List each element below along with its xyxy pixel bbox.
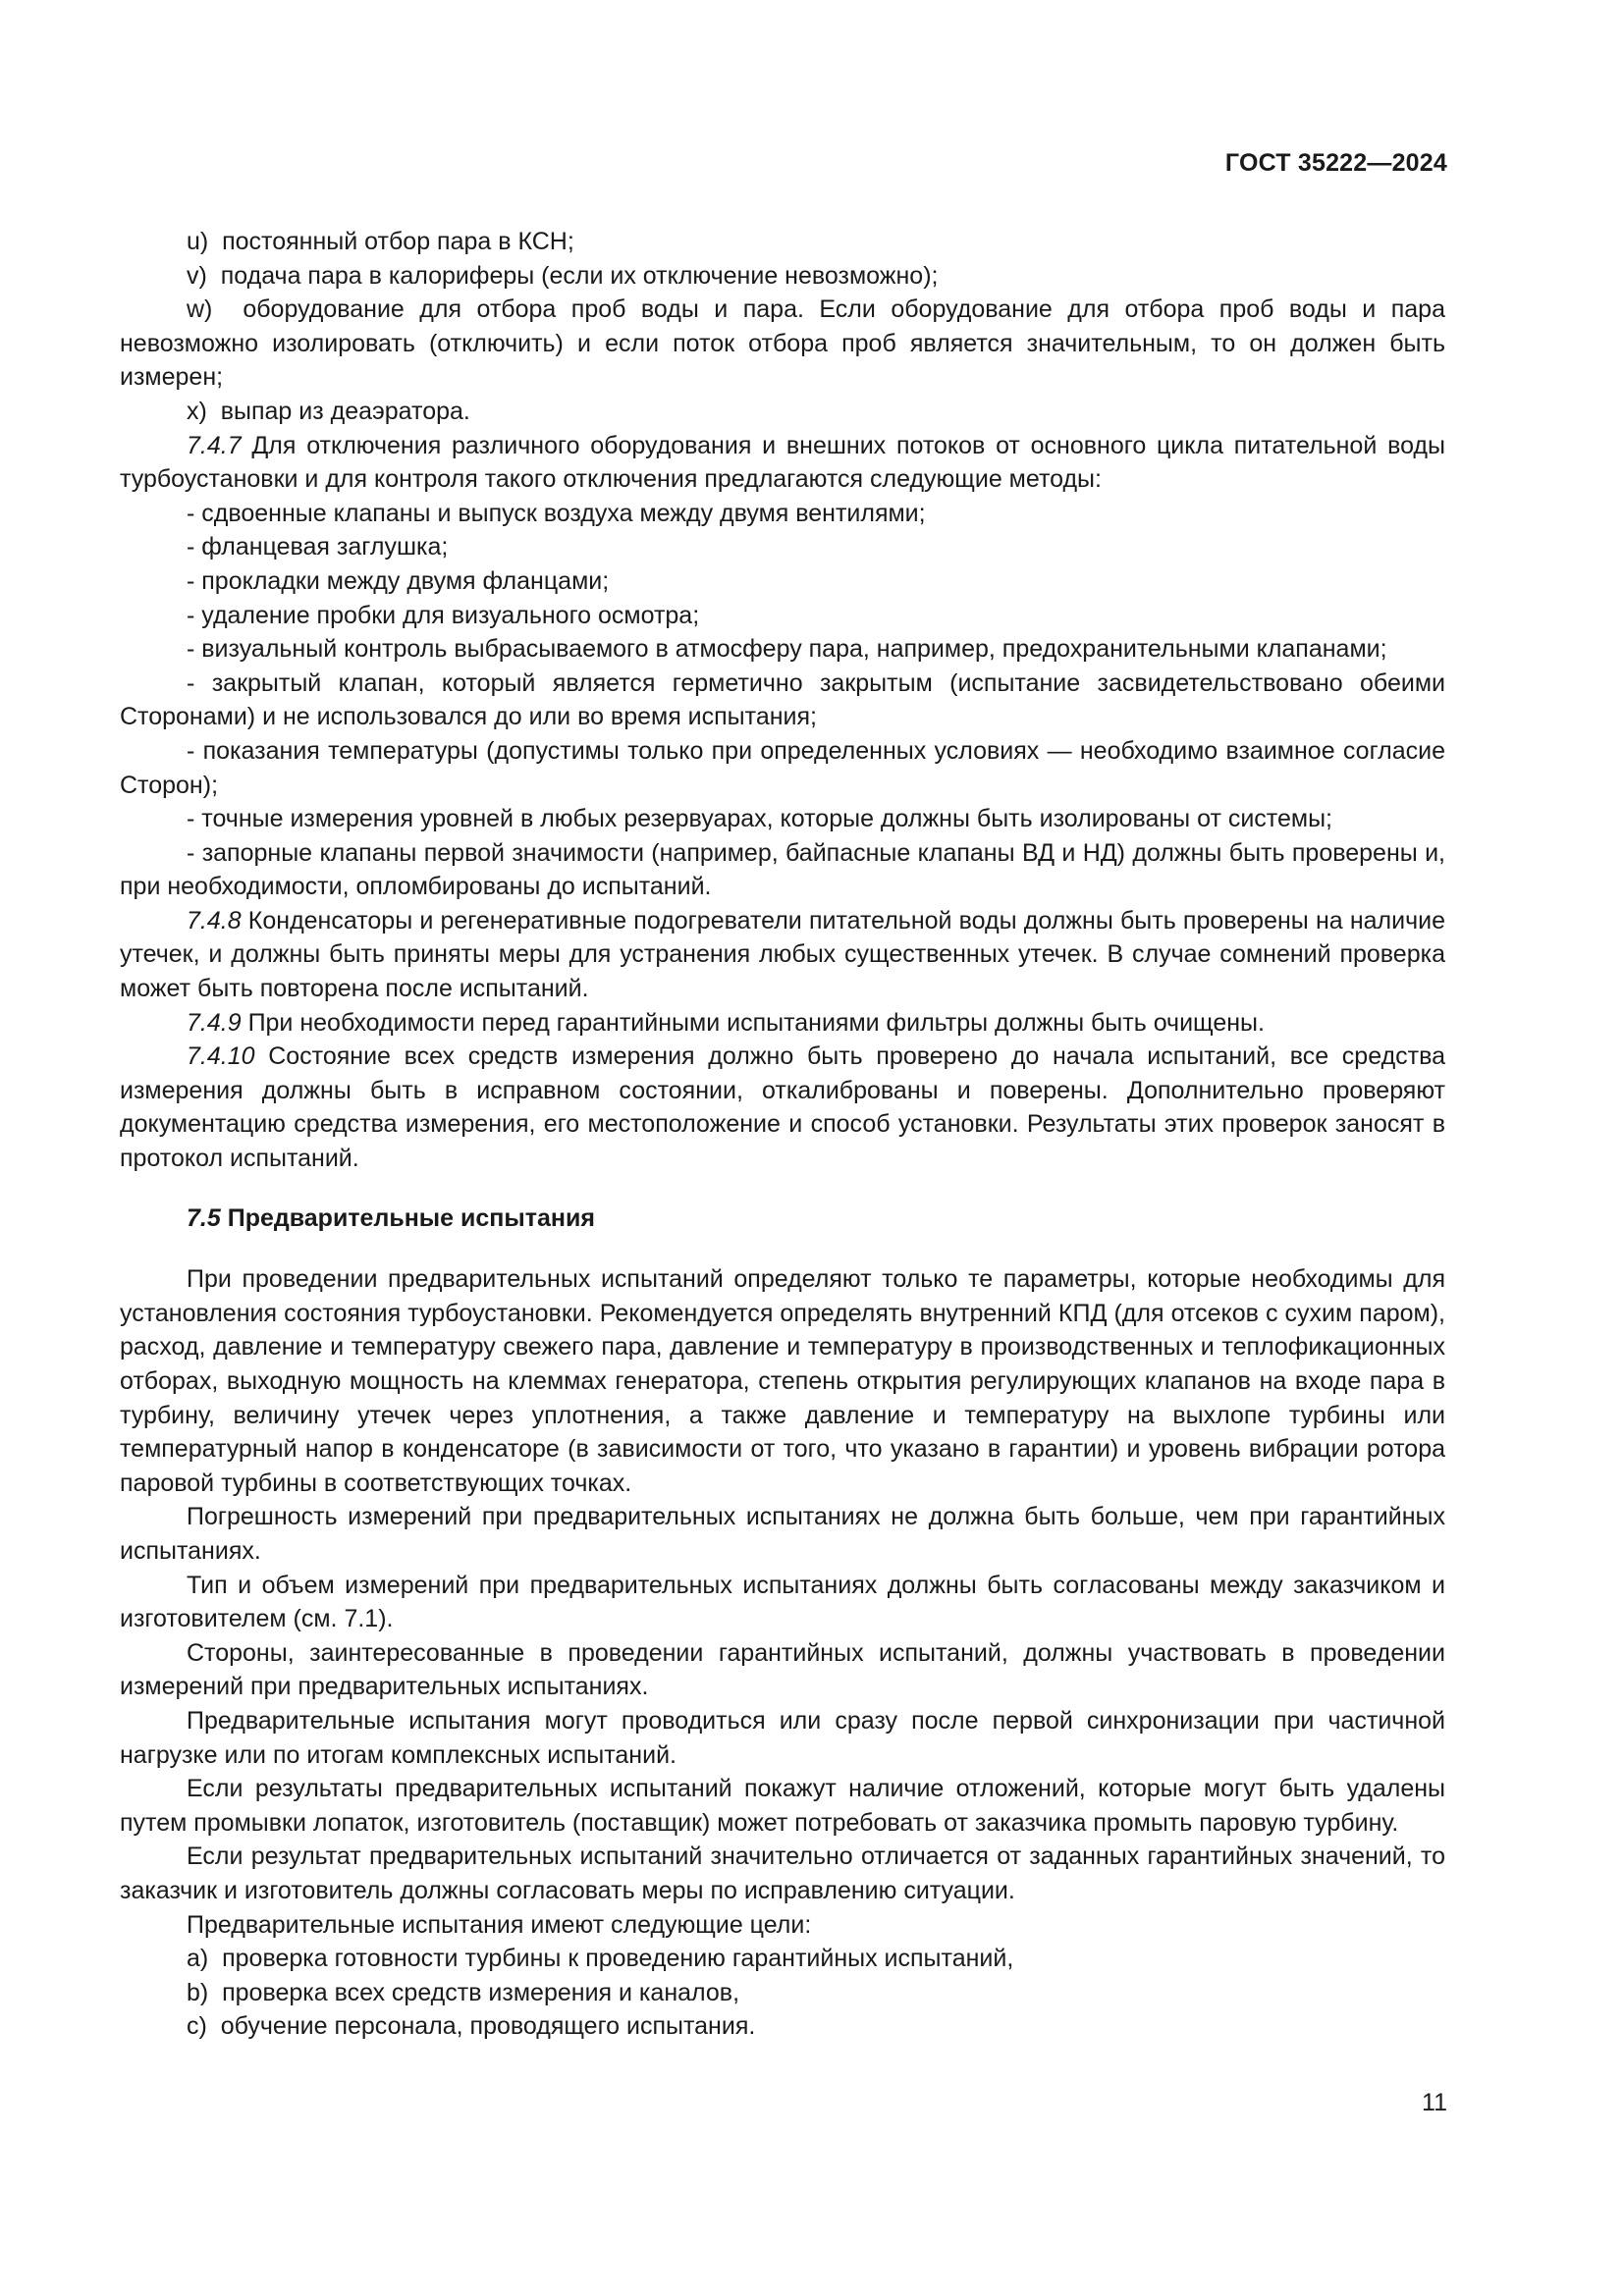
section-title: Предварительные испытания [227,1203,595,1232]
method-item: - сдвоенные клапаны и выпуск воздуха между двумя вентилями; [187,499,926,527]
clause-number: 7.4.10 [187,1042,255,1071]
section-paragraph: Если результат предварительных испытаний значительно отличается от заданных гарантийных значений, то заказчик и изготовитель должны согласовать меры по исправлению ситуации. [120,1842,1445,1904]
method-item: - фланцевая заглушка; [187,533,449,561]
clause-7-4-8 [120,904,1445,1006]
method-item: - показания температуры (допустимы только при определенных условиях — необходимо взаимное согласие Сторон); [120,736,1445,799]
clause-number: 7.4.8 [187,906,242,934]
goal-item-a: a) проверка готовности турбины к проведению гарантийных испытаний, [187,1945,1014,1973]
method-item: - точные измерения уровней в любых резервуарах, которые должны быть изолированы от системы; [187,805,1332,833]
list-item-w: w) оборудование для отбора проб воды и пара. Если оборудование для отбора проб воды и пара невозможно изолировать (отключить) и если поток отбора проб является значительным, то он должен быть измерен; [120,295,1445,392]
list-item-x: x) выпар из деаэратора. [187,397,470,425]
section-heading-7-5 [120,1201,1445,1236]
page-number: 11 [1422,2089,1447,2116]
section-paragraph: Предварительные испытания могут проводиться или сразу после первой синхронизации при частичной нагрузке или по итогам комплексных испытаний. [120,1706,1445,1769]
section-paragraph: Предварительные испытания имеют следующие цели: [187,1910,812,1939]
list-item-v: v) подача пара в калориферы (если их отключение невозможно); [187,261,939,290]
document-body [120,225,1445,2044]
method-item: - закрытый клапан, который является герметично закрытым (испытание засвидетельствовано обеими Сторонами) и не использовался до или во время испытания; [120,668,1445,731]
method-item: - запорные клапаны первой значимости (например, байпасные клапаны ВД и НД) должны быть проверены и, при необходимости, опломбированы до испытаний. [120,838,1445,901]
method-item: - удаление пробки для визуального осмотра; [187,601,700,629]
clause-7-4-9 [120,1006,1445,1041]
section-paragraph: Тип и объем измерений при предварительных испытаниях должны быть согласованы между заказчиком и изготовителем (см. 7.1). [120,1571,1445,1633]
clause-number: 7.4.9 [187,1008,242,1037]
clause-7-4-10 [120,1040,1445,1175]
list-item-u: u) постоянный отбор пара в КСН; [187,228,574,255]
clause-text: Состояние всех средств измерения должно быть проверено до начала испытаний, все средства измерения должны быть в исправном состоянии, откалиброваны и поверены. Дополнительно проверяют документацию средства измерения, его местоположение и способ установки. Результаты этих проверок заносят в протокол испытаний. [120,1042,1446,1173]
clause-7-4-7 [120,429,1445,497]
document-code-header: ГОСТ 35222—2024 [1224,149,1447,177]
clause-text: Для отключения различного оборудования и внешних потоков от основного цикла питательной воды турбоустановки и для контроля такого отключения предлагаются следующие методы: [120,431,1445,494]
clause-number: 7.4.7 [187,431,242,459]
section-paragraph: При проведении предварительных испытаний определяют только те параметры, которые необходимы для установления состояния турбоустановки. Рекомендуется определять внутренний КПД (для отсеков с сухим паром), расход, давление и температуру свежего пара, давление и температуру в производственных и теплофикационных отборах, выходную мощность на клеммах генератора, степень открытия регулирующих клапанов на входе пара в турбину, величину утечек через уплотнения, а также давление и температуру на выхлопе турбины или температурный напор в конденсаторе (в зависимости от того, что указано в гарантии) и уровень вибрации ротора паровой турбины в соответствующих точках. [120,1265,1445,1497]
method-item: - визуальный контроль выбрасываемого в атмосферу пара, например, предохранительными клапанами; [187,635,1387,664]
goal-item-b: b) проверка всех средств измерения и каналов, [187,1978,740,2006]
section-paragraph: Если результаты предварительных испытаний покажут наличие отложений, которые могут быть удалены путем промывки лопаток, изготовитель (поставщик) может потребовать от заказчика промыть паровую турбину. [120,1775,1445,1837]
clause-text: Конденсаторы и регенеративные подогреватели питательной воды должны быть проверены на наличие утечек, и должны быть приняты меры для устранения любых существенных утечек. В случае сомнений проверка может быть повторена после испытаний. [120,906,1445,1003]
method-item: - прокладки между двумя фланцами; [187,566,610,595]
section-paragraph: Стороны, заинтересованные в проведении гарантийных испытаний, должны участвовать в проведении измерений при предварительных испытаниях. [120,1638,1445,1701]
section-paragraph: Погрешность измерений при предварительных испытаниях не должна быть больше, чем при гарантийных испытаниях. [120,1503,1445,1565]
goal-item-c: c) обучение персонала, проводящего испытания. [187,2012,756,2041]
clause-text: При необходимости перед гарантийными испытаниями фильтры должны быть очищены. [247,1008,1265,1037]
section-number: 7.5 [187,1203,221,1232]
